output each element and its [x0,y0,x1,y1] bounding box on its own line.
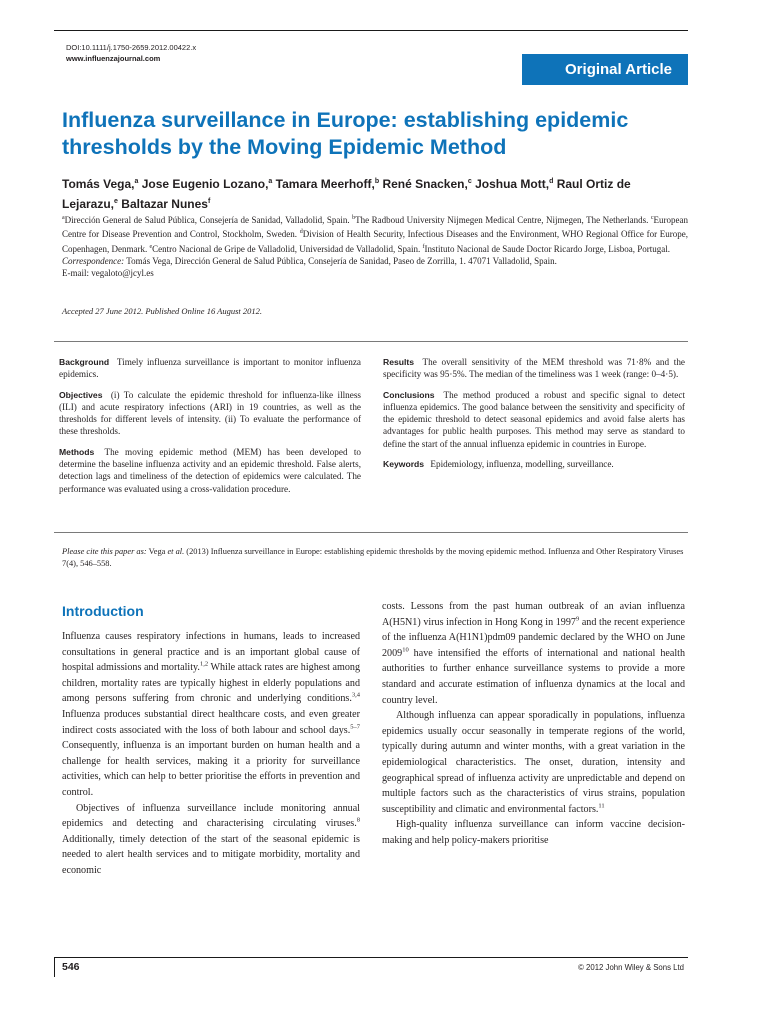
citation-lead: Please cite this paper as: [62,547,147,556]
correspondence-label: Correspondence: [62,255,125,266]
abstract-left-column [59,356,361,503]
copyright-notice: © 2012 John Wiley & Sons Ltd [578,963,684,972]
abstract-results: Results The overall sensitivity of the MEM threshold was 71·8% and the specificity was 95·5%. The median of the timeliness was 1 week (range: 0–4·5). [383,357,685,380]
citation-ref[interactable]: 5–7 [350,723,360,731]
author-affiliation-mark: a [268,178,273,185]
affiliation-e: Centro Nacional de Gripe de Valladolid, Universidad de Valladolid, Spain. [152,243,421,254]
affiliation-d: Division of Health Security, Infectious Diseases and the Environment, WHO Regional Office for Europe, Copenhagen, Denmark. [62,229,688,254]
body-paragraph: Objectives of influenza surveillance include monitoring annual epidemics and detecting and characterising circulating viruses.$^8$ Additionally, timely detection of the start of the seasonal epidemic is needed to alert health services and to mitigate morbidity, mortality and economic [62,802,360,876]
page-number: 546 [62,961,80,973]
affiliation-c: European Centre for Disease Prevention and Control, Stockholm, Sweden. [62,215,689,240]
doi-block [66,42,196,64]
body-left-column [62,629,360,879]
affiliation-a: Dirección General de Salud Pública, Consejería de Sanidad, Valladolid, Spain. [64,215,350,225]
citation-ref[interactable]: 11 [598,802,605,810]
article-title: Influenza surveillance in Europe: establishing epidemic thresholds by the Moving Epidemic Method [62,108,629,159]
body-paragraph: High-quality influenza surveillance can inform vaccine decision-making and help policy-makers prioritise [382,819,685,846]
section-heading-introduction: Introduction [62,603,144,619]
citation-ref[interactable]: 1,2 [199,660,209,668]
doi-text: DOI:10.1111/j.1750-2659.2012.00422.x [66,43,197,52]
article-type-badge [522,54,688,85]
abstract-right-column [383,356,685,478]
author-name: Jose Eugenio Lozano, [141,177,269,191]
author-affiliation-mark: e [114,198,118,205]
body-paragraph: Although influenza can appear sporadically in populations, influenza epidemics usually occur seasonally in temperate regions of the world, typically during autumn and winter months, with a great variation in the epidemiological characteristics. The onset, duration, intensity and geographical spread of influenza activity are unpredictable and depend on multiple factors such as the characteristics of virus strains, population susceptibility and climatic and environmental factors.$^{11}$ [382,710,685,815]
abstract-heading: Objectives [59,389,103,400]
publication-dates: Accepted 27 June 2012. Published Online 16 August 2012. [62,306,263,316]
affiliation-b: The Radboud University Nijmegen Medical Centre, Nijmegen, The Netherlands. [355,215,649,225]
body-right-column [382,599,685,849]
citation-ref[interactable]: 9 [575,615,580,623]
abstract-box [54,341,688,533]
author-affiliation-mark: d [549,178,554,185]
page-number-divider [54,957,55,977]
author-name: Tomás Vega, [62,177,135,191]
correspondence-address: Tomás Vega, Dirección General de Salud Pública, Consejería de Sanidad, Paseo de Zorrilla, 1. 47071 Valladolid, Spain. [124,255,557,266]
abstract-heading: Background [59,357,110,367]
author-name: Raul Ortiz de Lejarazu, [62,177,631,211]
abstract-conclusions: Conclusions The method produced a robust and specific signal to detect influenza epidemics. The good balance between the sensitivity and specificity of the epidemic threshold to detect seasonal epidemics and avoid false alerts has advantages for public health purposes. This method may serve as standard to define the start of the annual influenza epidemic in countries in Europe. [383,389,685,449]
abstract-heading: Keywords [383,459,425,470]
abstract-keywords: Keywords Epidemiology, influenza, modelling, surveillance. [383,459,614,470]
abstract-heading: Results [383,357,415,367]
affiliations: $^a$Dirección General de Salud Pública, Consejería de Sanidad, Valladolid, Spain. $^b$The Radboud University Nijmegen Medical Centre, Nijmegen, The Netherlands. $^c$European Centre for Disease Prevention and Control, Stockholm, Sweden. $^d$Division of Health Security, Infectious Diseases and the Environment, WHO Regional Office for Europe, Copenhagen, Denmark. $^e$Centro Nacional de Gripe de Valladolid, Universidad de Valladolid, Spain. $^f$Instituto Nacional de Saude Doctor Ricardo Jorge, Lisboa, Portugal. Correspondence: Tomás Vega, Dirección General de Salud Pública, Consejería de Sanidad, Paseo de Zorrilla, 1. 47071 Valladolid, Spain. E-mail: vegaloto@jcyl.es [62,215,689,279]
author-name: Joshua Mott, [475,177,550,191]
author-list [62,173,688,213]
citation-ref[interactable]: 3,4 [351,692,360,700]
footer-rule [54,957,688,958]
citation-ref[interactable]: 10 [402,646,409,654]
author-affiliation-mark: a [134,178,139,185]
abstract-methods: Methods The moving epidemic method (MEM) has been developed to determine the baseline influenza activity and an epidemic threshold. False alerts, detection lags and timeliness of the detection of epidemics were calculated. The performance was evaluated using a cross-validation procedure. [59,446,361,494]
author-name: René Snacken, [382,177,468,191]
affiliation-f: Instituto Nacional de Saude Doctor Ricardo Jorge, Lisboa, Portugal. [424,243,671,254]
author-name: Baltazar Nunes [121,197,208,211]
article-type-label: Original Article [565,61,672,78]
journal-url[interactable]: www.influenzajournal.com [66,54,161,63]
abstract-background: Background Timely influenza surveillance is important to monitor influenza epidemics. [59,357,362,380]
header-rule [54,30,688,31]
correspondence-email[interactable]: E-mail: vegaloto@jcyl.es [62,268,154,279]
abstract-heading: Methods [59,446,95,457]
author-affiliation-mark: f [207,198,211,205]
citation-ref[interactable]: 8 [356,816,360,824]
abstract-objectives: Objectives (i) To calculate the epidemic threshold for influenza-like illness (ILI) and acute respiratory infections (ARI) in 19 countries, as well as the thresholds for different levels of intensity. (ii) To evaluate the performance of these thresholds. [59,389,361,437]
citation-note: Please cite this paper as: Vega et al. (2013) Influenza surveillance in Europe: establishing epidemic thresholds by the moving epidemic method. Influenza and Other Respiratory Viruses 7(4), 546–558. [62,547,684,568]
author-affiliation-mark: b [374,178,380,185]
author-name: Tamara Meerhoff, [275,177,375,191]
abstract-heading: Conclusions [383,389,435,400]
body-paragraph: costs. Lessons from the past human outbreak of an avian influenza A(H5N1) virus infection in Hong Kong in 1997$^9$ and the recent experience of the influenza A(H1N1)pdm09 pandemic declared by the WHO on June 2009$^{10}$ have intensified the efforts of international and national health authorities to further enhance surveillance systems to provide a more standard and accurate estimation of influenza dynamics at the local and country level. [382,601,685,706]
body-paragraph: Influenza causes respiratory infections in humans, leads to increased consultations in general practice and is an important global cause of hospital admissions and mortality.$^{1,2}$ While attack rates are highest among children, mortality rates are typically highest in elderly populations and among persons suffering from chronic and underlying conditions.$^{3,4}$ Influenza produces substantial direct healthcare costs, and even greater indirect costs associated with the loss of both labour and school days.$^{5-7}$ Consequently, influenza is an important burden on human health and a challenge for health services, making it a priority for surveillance activities, which can help to better prioritise the efforts in prevention and control. [62,631,360,798]
author-affiliation-mark: c [467,178,472,185]
